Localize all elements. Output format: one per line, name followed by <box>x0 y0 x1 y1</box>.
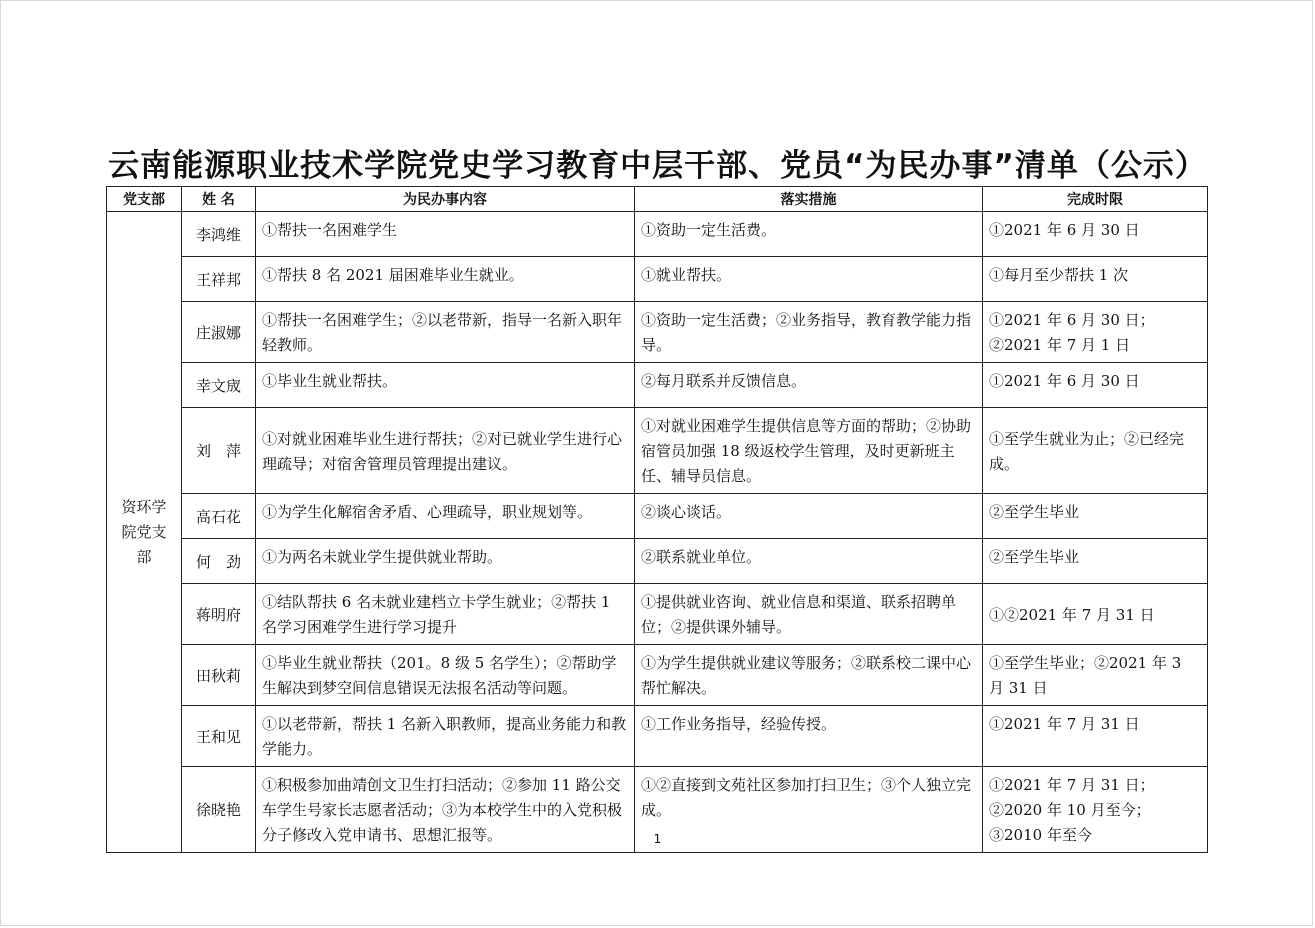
member-name: 何 劲 <box>182 539 256 584</box>
page-number: 1 <box>653 832 662 846</box>
measures-cell: ②每月联系并反馈信息。 <box>635 363 983 408</box>
table-row <box>107 302 1208 363</box>
member-name: 庄淑娜 <box>182 302 256 363</box>
deadline-cell: ②至学生毕业 <box>983 494 1208 539</box>
table-row <box>107 539 1208 584</box>
content-cell: ①积极参加曲靖创文卫生打扫活动；②参加 11 路公交车学生号家长志愿者活动；③为本校学生中的入党积极分子修改入党申请书、思想汇报等。 <box>256 767 635 853</box>
member-name: 王和见 <box>182 706 256 767</box>
table-row <box>107 257 1208 302</box>
content-cell: ①帮扶一名困难学生 <box>256 212 635 257</box>
table-header-row <box>107 187 1208 212</box>
content-cell: ①以老带新，帮扶 1 名新入职教师，提高业务能力和教学能力。 <box>256 706 635 767</box>
content-cell: ①帮扶 8 名 2021 届困难毕业生就业。 <box>256 257 635 302</box>
measures-cell: ②谈心谈话。 <box>635 494 983 539</box>
content-cell: ①毕业生就业帮扶。 <box>256 363 635 408</box>
member-name: 徐晓艳 <box>182 767 256 853</box>
content-cell: ①为学生化解宿舍矛盾、心理疏导，职业规划等。 <box>256 494 635 539</box>
member-name: 刘 萍 <box>182 408 256 494</box>
measures-cell: ②联系就业单位。 <box>635 539 983 584</box>
deadline-cell: ①2021 年 6 月 30 日 <box>983 212 1208 257</box>
header-deadline: 完成时限 <box>983 187 1208 212</box>
deadline-cell: ①2021 年 6 月 30 日；②2021 年 7 月 1 日 <box>983 302 1208 363</box>
table-row <box>107 494 1208 539</box>
table-row <box>107 408 1208 494</box>
content-cell: ①对就业困难毕业生进行帮扶；②对已就业学生进行心理疏导；对宿舍管理员管理提出建议。 <box>256 408 635 494</box>
deadline-cell: ①至学生就业为止；②已经完成。 <box>983 408 1208 494</box>
table-row <box>107 706 1208 767</box>
header-measures: 落实措施 <box>635 187 983 212</box>
deadline-cell: ①2021 年 6 月 30 日 <box>983 363 1208 408</box>
content-cell: ①结队帮扶 6 名未就业建档立卡学生就业；②帮扶 1 名学习困难学生进行学习提升 <box>256 584 635 645</box>
header-content: 为民办事内容 <box>256 187 635 212</box>
member-name: 高石花 <box>182 494 256 539</box>
measures-cell: ①资助一定生活费。 <box>635 212 983 257</box>
header-name: 姓 名 <box>182 187 256 212</box>
member-name: 王祥邦 <box>182 257 256 302</box>
content-cell: ①帮扶一名困难学生；②以老带新，指导一名新入职年轻教师。 <box>256 302 635 363</box>
deadline-cell: ①每月至少帮扶 1 次 <box>983 257 1208 302</box>
measures-cell: ①工作业务指导，经验传授。 <box>635 706 983 767</box>
content-cell: ①为两名未就业学生提供就业帮助。 <box>256 539 635 584</box>
deadline-cell: ②至学生毕业 <box>983 539 1208 584</box>
content-cell: ①毕业生就业帮扶（201。8 级 5 名学生）；②帮助学生解决到梦空间信息错误无法报名活动等问题。 <box>256 645 635 706</box>
table-row <box>107 212 1208 257</box>
deadline-cell: ①②2021 年 7 月 31 日 <box>983 584 1208 645</box>
member-name: 田秋莉 <box>182 645 256 706</box>
measures-cell: ①资助一定生活费；②业务指导，教育教学能力指导。 <box>635 302 983 363</box>
measures-cell: ①对就业困难学生提供信息等方面的帮助；②协助宿管员加强 18 级返校学生管理，及时更新班主任、辅导员信息。 <box>635 408 983 494</box>
member-name: 幸文宬 <box>182 363 256 408</box>
deadline-cell: ①至学生毕业；②2021 年 3 月 31 日 <box>983 645 1208 706</box>
member-name: 李鸿维 <box>182 212 256 257</box>
measures-cell: ①就业帮扶。 <box>635 257 983 302</box>
header-branch: 党支部 <box>107 187 182 212</box>
table-row <box>107 363 1208 408</box>
measures-cell: ①为学生提供就业建议等服务；②联系校二课中心帮忙解决。 <box>635 645 983 706</box>
table-row <box>107 584 1208 645</box>
table-row <box>107 645 1208 706</box>
measures-cell: ①提供就业咨询、就业信息和渠道、联系招聘单位；②提供课外辅导。 <box>635 584 983 645</box>
branch-cell: 资环学院党支部 <box>107 212 182 853</box>
document-title: 云南能源职业技术学院党史学习教育中层干部、党员“为民办事”清单（公示） <box>108 148 1207 184</box>
member-name: 蒋明府 <box>182 584 256 645</box>
deadline-cell: ①2021 年 7 月 31 日；②2020 年 10 月至今；③2010 年至今 <box>983 767 1208 853</box>
measures-cell: ①②直接到文苑社区参加打扫卫生；③个人独立完成。 <box>635 767 983 853</box>
duty-list-table <box>106 186 1208 853</box>
deadline-cell: ①2021 年 7 月 31 日 <box>983 706 1208 767</box>
